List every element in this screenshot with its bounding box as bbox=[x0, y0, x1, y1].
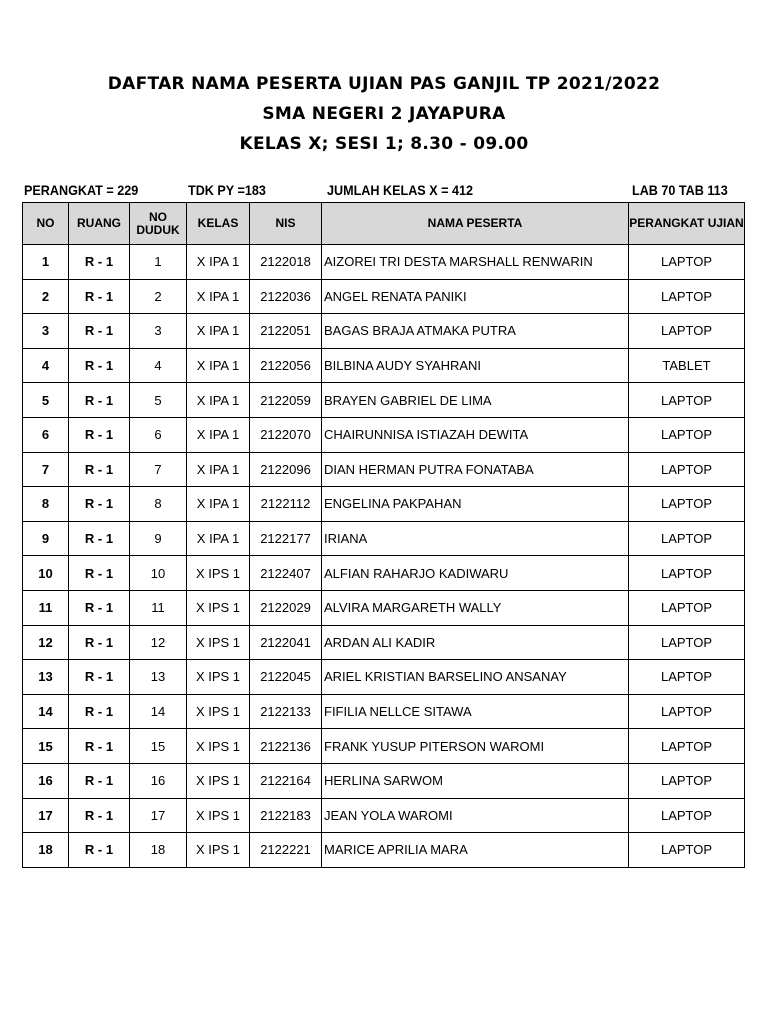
table-row bbox=[23, 521, 745, 556]
cell-kelas: X IPA 1 bbox=[187, 521, 250, 556]
cell-no: 3 bbox=[23, 314, 69, 349]
cell-nis: 2122136 bbox=[250, 729, 322, 764]
cell-nama-peserta: MARICE APRILIA MARA bbox=[322, 833, 629, 868]
table-row bbox=[23, 348, 745, 383]
cell-perangkat-ujian: LAPTOP bbox=[629, 245, 745, 280]
cell-ruang: R - 1 bbox=[69, 383, 130, 418]
cell-no-duduk: 6 bbox=[130, 417, 187, 452]
cell-ruang: R - 1 bbox=[69, 660, 130, 695]
cell-nama-peserta: HERLINA SARWOM bbox=[322, 763, 629, 798]
cell-perangkat-ujian: LAPTOP bbox=[629, 417, 745, 452]
cell-perangkat-ujian: LAPTOP bbox=[629, 279, 745, 314]
cell-kelas: X IPS 1 bbox=[187, 625, 250, 660]
cell-kelas: X IPA 1 bbox=[187, 383, 250, 418]
cell-nis: 2122051 bbox=[250, 314, 322, 349]
cell-nis: 2122041 bbox=[250, 625, 322, 660]
table-row bbox=[23, 694, 745, 729]
cell-no: 15 bbox=[23, 729, 69, 764]
table-row bbox=[23, 833, 745, 868]
cell-nis: 2122164 bbox=[250, 763, 322, 798]
cell-nis: 2122070 bbox=[250, 417, 322, 452]
cell-ruang: R - 1 bbox=[69, 487, 130, 522]
cell-no-duduk: 2 bbox=[130, 279, 187, 314]
cell-kelas: X IPS 1 bbox=[187, 763, 250, 798]
lab-tab-count: LAB 70 TAB 113 bbox=[632, 182, 728, 198]
cell-kelas: X IPA 1 bbox=[187, 417, 250, 452]
table-row bbox=[23, 556, 745, 591]
table-row bbox=[23, 729, 745, 764]
cell-nama-peserta: AIZOREI TRI DESTA MARSHALL RENWARIN bbox=[322, 245, 629, 280]
cell-nama-peserta: ENGELINA PAKPAHAN bbox=[322, 487, 629, 522]
cell-perangkat-ujian: LAPTOP bbox=[629, 314, 745, 349]
cell-perangkat-ujian: TABLET bbox=[629, 348, 745, 383]
cell-nis: 2122221 bbox=[250, 833, 322, 868]
jumlah-kelas-count: JUMLAH KELAS X = 412 bbox=[327, 182, 473, 198]
cell-nis: 2122177 bbox=[250, 521, 322, 556]
cell-kelas: X IPS 1 bbox=[187, 694, 250, 729]
table-row bbox=[23, 452, 745, 487]
cell-ruang: R - 1 bbox=[69, 245, 130, 280]
cell-ruang: R - 1 bbox=[69, 556, 130, 591]
cell-no: 8 bbox=[23, 487, 69, 522]
table-row bbox=[23, 763, 745, 798]
cell-kelas: X IPS 1 bbox=[187, 660, 250, 695]
cell-kelas: X IPA 1 bbox=[187, 279, 250, 314]
cell-nis: 2122112 bbox=[250, 487, 322, 522]
table-row bbox=[23, 417, 745, 452]
cell-nama-peserta: FRANK YUSUP PITERSON WAROMI bbox=[322, 729, 629, 764]
cell-perangkat-ujian: LAPTOP bbox=[629, 383, 745, 418]
school-name: SMA NEGERI 2 JAYAPURA bbox=[262, 104, 506, 124]
cell-no: 9 bbox=[23, 521, 69, 556]
cell-perangkat-ujian: LAPTOP bbox=[629, 590, 745, 625]
table-row bbox=[23, 279, 745, 314]
cell-nis: 2122056 bbox=[250, 348, 322, 383]
cell-nama-peserta: ARDAN ALI KADIR bbox=[322, 625, 629, 660]
cell-kelas: X IPS 1 bbox=[187, 556, 250, 591]
cell-nis: 2122096 bbox=[250, 452, 322, 487]
cell-kelas: X IPA 1 bbox=[187, 245, 250, 280]
cell-nis: 2122133 bbox=[250, 694, 322, 729]
column-header-no-duduk: NO DUDUK bbox=[130, 203, 187, 245]
cell-ruang: R - 1 bbox=[69, 279, 130, 314]
table-row bbox=[23, 590, 745, 625]
cell-kelas: X IPS 1 bbox=[187, 798, 250, 833]
participant-table bbox=[22, 202, 745, 868]
cell-nama-peserta: JEAN YOLA WAROMI bbox=[322, 798, 629, 833]
cell-no: 17 bbox=[23, 798, 69, 833]
column-header-nama-peserta: NAMA PESERTA bbox=[322, 203, 629, 245]
cell-no: 5 bbox=[23, 383, 69, 418]
cell-no: 16 bbox=[23, 763, 69, 798]
cell-ruang: R - 1 bbox=[69, 798, 130, 833]
cell-ruang: R - 1 bbox=[69, 590, 130, 625]
cell-no-duduk: 7 bbox=[130, 452, 187, 487]
column-header-ruang: RUANG bbox=[69, 203, 130, 245]
cell-perangkat-ujian: LAPTOP bbox=[629, 452, 745, 487]
cell-no: 11 bbox=[23, 590, 69, 625]
cell-ruang: R - 1 bbox=[69, 694, 130, 729]
session-info: KELAS X; SESI 1; 8.30 - 09.00 bbox=[239, 134, 529, 154]
table-row bbox=[23, 798, 745, 833]
cell-nama-peserta: ARIEL KRISTIAN BARSELINO ANSANAY bbox=[322, 660, 629, 695]
cell-no-duduk: 3 bbox=[130, 314, 187, 349]
table-row bbox=[23, 487, 745, 522]
cell-nis: 2122045 bbox=[250, 660, 322, 695]
cell-ruang: R - 1 bbox=[69, 763, 130, 798]
cell-perangkat-ujian: LAPTOP bbox=[629, 521, 745, 556]
cell-nama-peserta: ALVIRA MARGARETH WALLY bbox=[322, 590, 629, 625]
cell-nama-peserta: IRIANA bbox=[322, 521, 629, 556]
cell-no: 14 bbox=[23, 694, 69, 729]
cell-nama-peserta: ALFIAN RAHARJO KADIWARU bbox=[322, 556, 629, 591]
cell-no: 1 bbox=[23, 245, 69, 280]
cell-nama-peserta: BILBINA AUDY SYAHRANI bbox=[322, 348, 629, 383]
cell-nis: 2122018 bbox=[250, 245, 322, 280]
cell-no: 2 bbox=[23, 279, 69, 314]
cell-kelas: X IPA 1 bbox=[187, 487, 250, 522]
cell-nama-peserta: CHAIRUNNISA ISTIAZAH DEWITA bbox=[322, 417, 629, 452]
cell-no-duduk: 13 bbox=[130, 660, 187, 695]
cell-no: 6 bbox=[23, 417, 69, 452]
cell-nis: 2122036 bbox=[250, 279, 322, 314]
cell-no-duduk: 5 bbox=[130, 383, 187, 418]
cell-nama-peserta: FIFILIA NELLCE SITAWA bbox=[322, 694, 629, 729]
cell-nis: 2122059 bbox=[250, 383, 322, 418]
cell-nama-peserta: ANGEL RENATA PANIKI bbox=[322, 279, 629, 314]
cell-kelas: X IPS 1 bbox=[187, 590, 250, 625]
cell-no: 10 bbox=[23, 556, 69, 591]
cell-perangkat-ujian: LAPTOP bbox=[629, 660, 745, 695]
cell-ruang: R - 1 bbox=[69, 729, 130, 764]
document-title: DAFTAR NAMA PESERTA UJIAN PAS GANJIL TP 2021/2022 bbox=[107, 74, 661, 94]
cell-ruang: R - 1 bbox=[69, 625, 130, 660]
cell-no-duduk: 17 bbox=[130, 798, 187, 833]
cell-no-duduk: 15 bbox=[130, 729, 187, 764]
cell-no: 7 bbox=[23, 452, 69, 487]
cell-ruang: R - 1 bbox=[69, 314, 130, 349]
cell-perangkat-ujian: LAPTOP bbox=[629, 798, 745, 833]
cell-perangkat-ujian: LAPTOP bbox=[629, 487, 745, 522]
cell-nis: 2122407 bbox=[250, 556, 322, 591]
cell-kelas: X IPA 1 bbox=[187, 348, 250, 383]
cell-no-duduk: 12 bbox=[130, 625, 187, 660]
cell-perangkat-ujian: LAPTOP bbox=[629, 625, 745, 660]
cell-no-duduk: 11 bbox=[130, 590, 187, 625]
cell-no-duduk: 4 bbox=[130, 348, 187, 383]
column-header-nis: NIS bbox=[250, 203, 322, 245]
cell-perangkat-ujian: LAPTOP bbox=[629, 694, 745, 729]
table-row bbox=[23, 625, 745, 660]
cell-no-duduk: 8 bbox=[130, 487, 187, 522]
cell-nama-peserta: DIAN HERMAN PUTRA FONATABA bbox=[322, 452, 629, 487]
cell-no-duduk: 9 bbox=[130, 521, 187, 556]
cell-nama-peserta: BAGAS BRAJA ATMAKA PUTRA bbox=[322, 314, 629, 349]
cell-ruang: R - 1 bbox=[69, 417, 130, 452]
cell-no-duduk: 18 bbox=[130, 833, 187, 868]
cell-ruang: R - 1 bbox=[69, 452, 130, 487]
column-header-perangkat-ujian: PERANGKAT UJIAN bbox=[629, 203, 745, 245]
perangkat-count: PERANGKAT = 229 bbox=[24, 182, 139, 198]
cell-kelas: X IPS 1 bbox=[187, 833, 250, 868]
cell-perangkat-ujian: LAPTOP bbox=[629, 729, 745, 764]
table-header-row bbox=[23, 203, 745, 245]
cell-perangkat-ujian: LAPTOP bbox=[629, 763, 745, 798]
column-header-no: NO bbox=[23, 203, 69, 245]
cell-kelas: X IPA 1 bbox=[187, 452, 250, 487]
table-row bbox=[23, 245, 745, 280]
cell-nama-peserta: BRAYEN GABRIEL DE LIMA bbox=[322, 383, 629, 418]
cell-no-duduk: 14 bbox=[130, 694, 187, 729]
cell-no-duduk: 16 bbox=[130, 763, 187, 798]
table-row bbox=[23, 660, 745, 695]
cell-no: 4 bbox=[23, 348, 69, 383]
cell-perangkat-ujian: LAPTOP bbox=[629, 833, 745, 868]
cell-no: 13 bbox=[23, 660, 69, 695]
cell-kelas: X IPS 1 bbox=[187, 729, 250, 764]
cell-nis: 2122029 bbox=[250, 590, 322, 625]
cell-ruang: R - 1 bbox=[69, 521, 130, 556]
cell-kelas: X IPA 1 bbox=[187, 314, 250, 349]
tdk-py-count: TDK PY =183 bbox=[188, 182, 266, 198]
table-row bbox=[23, 314, 745, 349]
cell-no-duduk: 1 bbox=[130, 245, 187, 280]
cell-ruang: R - 1 bbox=[69, 348, 130, 383]
cell-no: 18 bbox=[23, 833, 69, 868]
cell-no-duduk: 10 bbox=[130, 556, 187, 591]
column-header-kelas: KELAS bbox=[187, 203, 250, 245]
cell-ruang: R - 1 bbox=[69, 833, 130, 868]
cell-nis: 2122183 bbox=[250, 798, 322, 833]
cell-perangkat-ujian: LAPTOP bbox=[629, 556, 745, 591]
table-row bbox=[23, 383, 745, 418]
cell-no: 12 bbox=[23, 625, 69, 660]
